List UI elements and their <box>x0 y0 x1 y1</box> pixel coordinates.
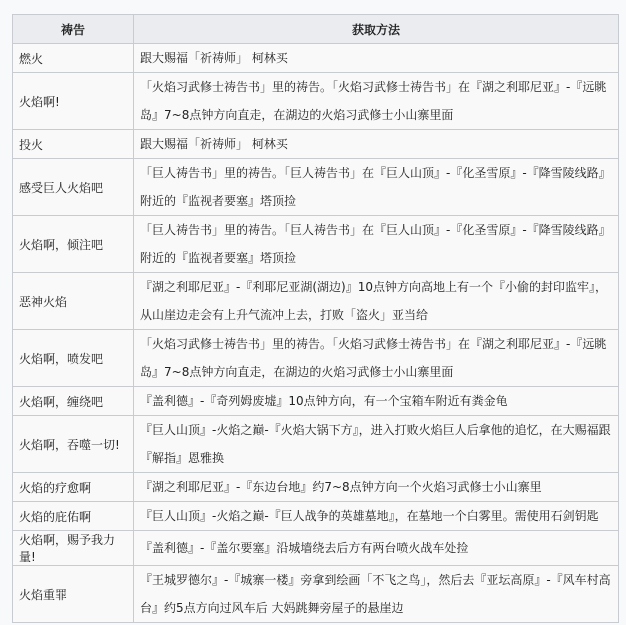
header-method: 获取方法 <box>134 15 619 44</box>
prayer-name: 火焰重罪 <box>13 566 134 623</box>
header-prayer: 祷告 <box>13 15 134 44</box>
acquisition-method: 跟大赐福「祈祷师」 柯林买 <box>134 130 619 159</box>
acquisition-method: 『巨人山顶』-火焰之巅-『巨人战争的英雄墓地』，在墓地一个白雾里。需使用石剑钥匙 <box>134 502 619 531</box>
prayer-name: 燃火 <box>13 44 134 73</box>
table-row <box>13 44 619 73</box>
table-row <box>13 130 619 159</box>
acquisition-method: 跟大赐福「祈祷师」 柯林买 <box>134 44 619 73</box>
table-row <box>13 531 619 566</box>
acquisition-method: 『巨人山顶』-火焰之巅-『火焰大锅下方』，进入打败火焰巨人后拿他的追忆，在大赐福跟『解指』恩雅换 <box>134 416 619 473</box>
acquisition-method: 『王城罗德尔』-『城寨一楼』旁拿到绘画「不飞之鸟」，然后去『亚坛高原』-『风车村高台』约5点方向过风车后 大妈跳舞旁屋子的悬崖边 <box>134 566 619 623</box>
prayer-name: 恶神火焰 <box>13 273 134 330</box>
acquisition-method: 『盖利德』-『盖尔要塞』沿城墙绕去后方有两台喷火战车处捡 <box>134 531 619 566</box>
table-row <box>13 387 619 416</box>
acquisition-method: 『盖利德』-『奇列姆废墟』10点钟方向，有一个宝箱车附近有粪金龟 <box>134 387 619 416</box>
acquisition-method: 『湖之利耶尼亚』-『利耶尼亚湖(湖边)』10点钟方向高地上有一个『小偷的封印监牢』，从山崖边走会有上升气流冲上去，打败「盗火」亚当给 <box>134 273 619 330</box>
table-row <box>13 330 619 387</box>
prayer-name: 火焰的疗愈啊 <box>13 473 134 502</box>
prayer-name: 火焰啊，倾注吧 <box>13 216 134 273</box>
prayers-table <box>12 14 619 623</box>
prayer-name: 火焰的庇佑啊 <box>13 502 134 531</box>
table-row <box>13 416 619 473</box>
prayer-name: 火焰啊，喷发吧 <box>13 330 134 387</box>
acquisition-method: 「巨人祷告书」里的祷告。「巨人祷告书」在『巨人山顶』-『化圣雪原』-『降雪陵线路』附近的『监视者要塞』塔顶捡 <box>134 159 619 216</box>
table-row <box>13 566 619 623</box>
table-row <box>13 502 619 531</box>
table-row <box>13 159 619 216</box>
prayer-name: 火焰啊，赐予我力量! <box>13 531 134 566</box>
prayer-name: 火焰啊，吞噬一切! <box>13 416 134 473</box>
acquisition-method: 「巨人祷告书」里的祷告。「巨人祷告书」在『巨人山顶』-『化圣雪原』-『降雪陵线路』附近的『监视者要塞』塔顶捡 <box>134 216 619 273</box>
table-row <box>13 73 619 130</box>
prayer-name: 投火 <box>13 130 134 159</box>
prayer-name: 火焰啊，缠绕吧 <box>13 387 134 416</box>
acquisition-method: 「火焰习武修士祷告书」里的祷告。「火焰习武修士祷告书」在『湖之利耶尼亚』-『远眺岛』7~8点钟方向直走，在湖边的火焰习武修士小山寨里面 <box>134 330 619 387</box>
table-row <box>13 273 619 330</box>
acquisition-method: 『湖之利耶尼亚』-『东边台地』约7~8点钟方向一个火焰习武修士小山寨里 <box>134 473 619 502</box>
acquisition-method: 「火焰习武修士祷告书」里的祷告。「火焰习武修士祷告书」在『湖之利耶尼亚』-『远眺岛』7~8点钟方向直走，在湖边的火焰习武修士小山寨里面 <box>134 73 619 130</box>
table-row <box>13 473 619 502</box>
table-row <box>13 216 619 273</box>
prayer-name: 感受巨人火焰吧 <box>13 159 134 216</box>
table-header-row <box>13 15 619 44</box>
prayer-name: 火焰啊! <box>13 73 134 130</box>
